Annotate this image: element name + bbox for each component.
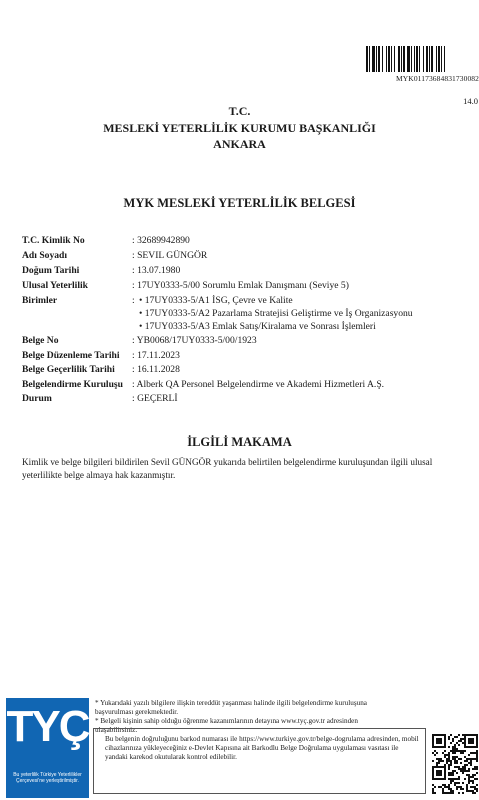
qr-code-icon — [431, 733, 479, 795]
field-value: : 17.11.2023 — [132, 350, 180, 361]
page-code: 14.0 — [463, 96, 478, 106]
field-value: : 32689942890 — [132, 235, 190, 246]
field-label: Adı Soyadı — [22, 250, 68, 261]
field-label: T.C. Kimlik No — [22, 235, 85, 246]
field-value: : 16.11.2028 — [132, 364, 180, 375]
field-value: : SEVIL GÜNGÖR — [132, 250, 208, 261]
field-label: Belge Geçerlilik Tarihi — [22, 364, 115, 375]
footer-note: * Yukarıdaki yazılı bilgilere ilişkin tereddüt yaşanması halinde ilgili belgelendirme kuruluşuna başvurulması gerekmektedir. — [95, 699, 367, 717]
field-label: Belge No — [22, 335, 59, 346]
header-institution: MESLEKİ YETERLİLİK KURUMU BAŞKANLIĞI — [103, 121, 376, 135]
field-label: Durum — [22, 393, 52, 404]
footer-note: * Belgeli kişinin sahip olduğu öğrenme kazanımlarının detayına www.tyç.gov.tr adresinden ulaşabilirsiniz. — [95, 717, 358, 735]
field-label: Belge Düzenleme Tarihi — [22, 350, 120, 361]
section-title: İLGİLİ MAKAMA — [187, 435, 292, 449]
statement-paragraph: Kimlik ve belge bilgileri bildirilen Sevil GÜNGÖR yukarıda belirtilen belgelendirme kuruluşundan ilgili ulusal yeterlilikte belge almaya hak kazanmıştır. — [22, 457, 433, 480]
document-title: MYK MESLEKİ YETERLİLİK BELGESİ — [123, 196, 356, 210]
field-value: : YB0068/17UY0333-5/00/1923 — [132, 335, 257, 346]
tyc-logo-text: TYÇ — [6, 702, 89, 751]
barcode-number: MYK01173684831730082 — [396, 74, 479, 83]
field-value: : GEÇERLİ — [132, 393, 178, 404]
field-label: Belgelendirme Kuruluşu — [22, 379, 124, 390]
header-country: T.C. — [228, 104, 251, 118]
field-value: : Alberk QA Personel Belgelendirme ve Akademi Hizmetleri A.Ş. — [132, 379, 385, 390]
tyc-logo-caption: Bu yeterlilik Türkiye Yeterlilikler Çerçevesi'ne yerleştirilmiştir. — [13, 772, 82, 784]
verification-text: Bu belgenin doğruluğunu barkod numarası ile https://www.turkiye.gov.tr/belge-dogrulama adresinden, mobil cihazlarınıza yükleyeceğiniz e-Devlet Kapısına ait Barkodlu Belge Doğrulama uygulaması vasıtası ile yandaki karekod okutularak kontrol edilebilir. — [105, 735, 419, 762]
header-city: ANKARA — [213, 137, 266, 151]
field-label: Doğum Tarihi — [22, 265, 80, 276]
field-value: : — [132, 295, 135, 306]
field-value: : 17UY0333-5/00 Sorumlu Emlak Danışmanı (Seviye 5) — [132, 280, 349, 291]
field-label: Birimler — [22, 295, 58, 306]
field-value: : 13.07.1980 — [132, 265, 181, 276]
field-label: Ulusal Yeterlilik — [22, 280, 88, 291]
barcode-image — [366, 46, 478, 72]
